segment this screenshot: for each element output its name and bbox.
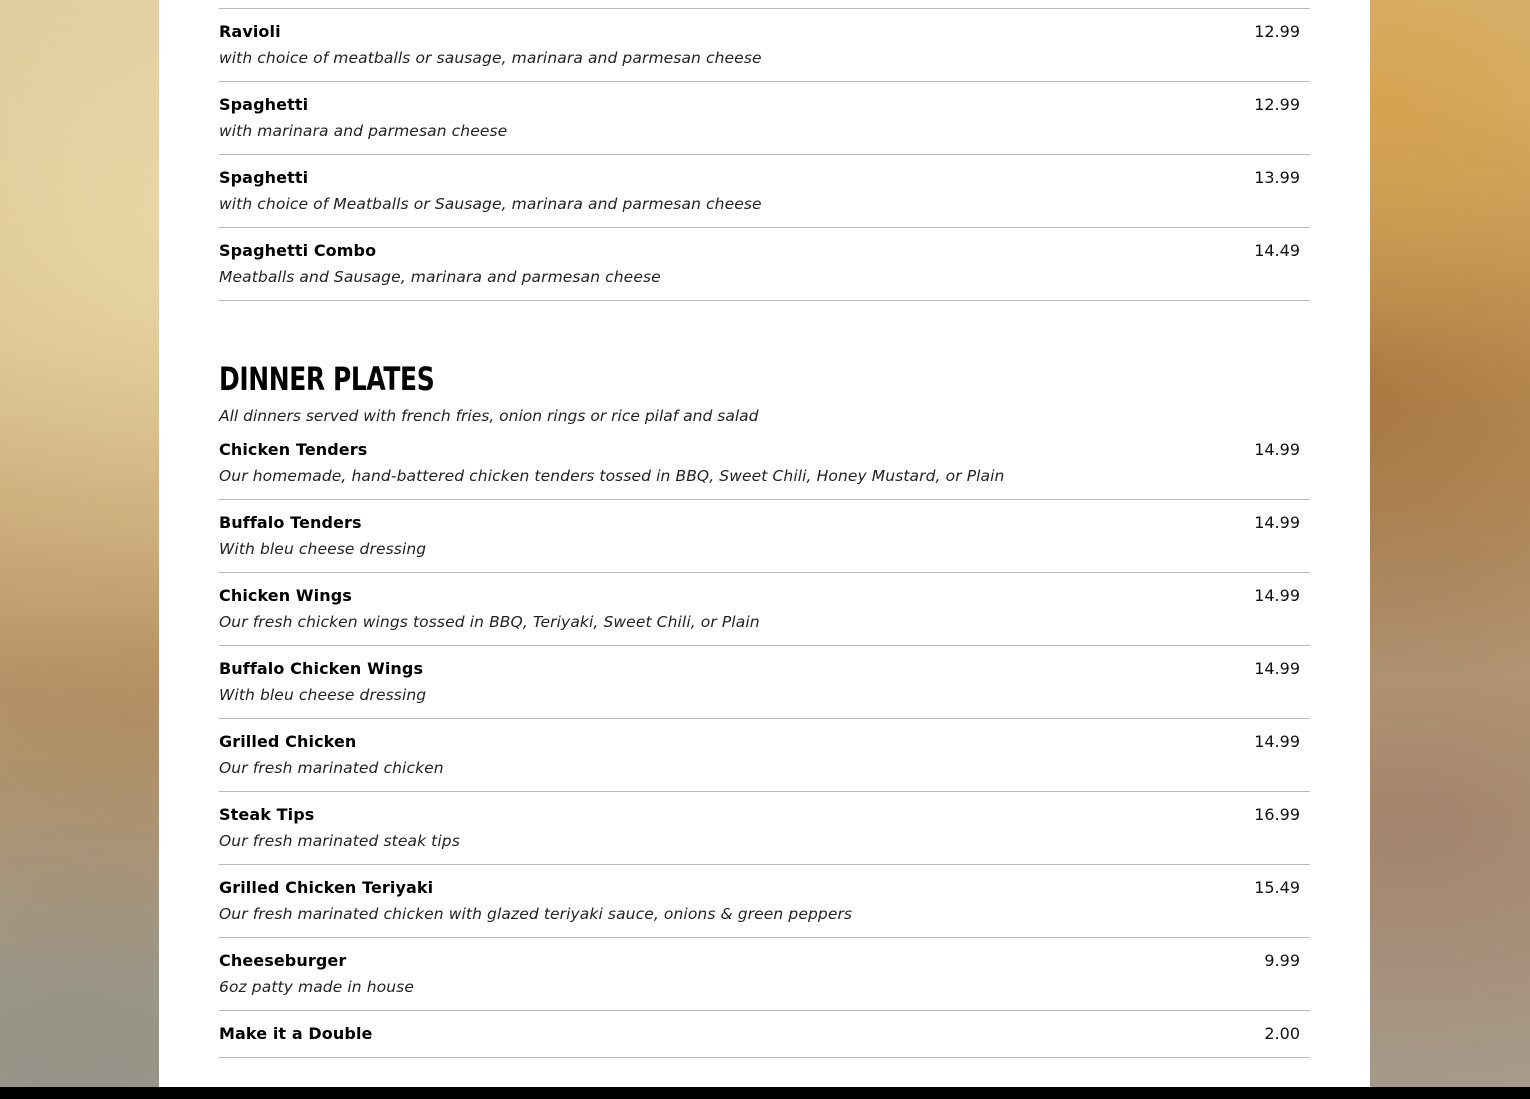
item-description: Our homemade, hand-battered chicken tenders tossed in BBQ, Sweet Chili, Honey Mustard, or Plain [219,467,1005,485]
item-description: With bleu cheese dressing [219,686,427,704]
footer-bar [0,1087,1530,1099]
menu-item [219,573,1310,646]
item-name: Buffalo Chicken Wings [219,659,424,678]
item-price: 14.99 [1254,586,1300,605]
menu-item [219,1011,1310,1058]
item-name: Cheeseburger [219,951,347,970]
menu-item [219,425,1310,500]
item-name: Buffalo Tenders [219,513,362,532]
item-name: Spaghetti [219,168,309,187]
menu-item [219,82,1310,155]
item-description: Our fresh marinated steak tips [219,832,460,850]
item-description: 6oz patty made in house [219,978,414,996]
item-name: Chicken Tenders [219,440,368,459]
item-name: Make it a Double [219,1024,373,1043]
menu-panel [159,0,1370,1087]
menu-item [219,719,1310,792]
menu-item [219,938,1310,1011]
section-note: All dinners served with french fries, onion rings or rice pilaf and salad [219,407,759,425]
menu-content [219,0,1310,1058]
item-description: with choice of meatballs or sausage, marinara and parmesan cheese [219,49,762,67]
item-description: Our fresh marinated chicken [219,759,444,777]
item-name: Grilled Chicken [219,732,357,751]
item-price: 13.99 [1254,168,1300,187]
item-price: 16.99 [1254,805,1300,824]
section-title: DINNER PLATES [219,360,435,398]
menu-item [219,500,1310,573]
item-price: 15.49 [1254,878,1300,897]
menu-item [219,228,1310,301]
item-description: Our fresh chicken wings tossed in BBQ, Teriyaki, Sweet Chili, or Plain [219,613,760,631]
item-price: 14.99 [1254,732,1300,751]
item-price: 2.00 [1264,1024,1300,1043]
item-price: 12.99 [1254,95,1300,114]
pasta-section [219,9,1310,301]
item-price: 14.99 [1254,513,1300,532]
item-price: 14.99 [1254,659,1300,678]
item-description: with choice of Meatballs or Sausage, marinara and parmesan cheese [219,195,762,213]
item-name: Ravioli [219,22,281,41]
section-spacer [219,301,1310,359]
menu-item [219,646,1310,719]
menu-item [219,792,1310,865]
item-name: Grilled Chicken Teriyaki [219,878,434,897]
menu-item [219,9,1310,82]
dinner-plates-section [219,359,1310,1058]
divider [219,0,1310,9]
item-price: 12.99 [1254,22,1300,41]
item-price: 14.49 [1254,241,1300,260]
item-price: 9.99 [1264,951,1300,970]
menu-item [219,865,1310,938]
item-description: With bleu cheese dressing [219,540,427,558]
menu-item [219,155,1310,228]
item-name: Spaghetti Combo [219,241,377,260]
item-name: Spaghetti [219,95,309,114]
item-price: 14.99 [1254,440,1300,459]
item-name: Steak Tips [219,805,315,824]
item-description: Our fresh marinated chicken with glazed teriyaki sauce, onions & green peppers [219,905,853,923]
item-name: Chicken Wings [219,586,352,605]
item-description: Meatballs and Sausage, marinara and parmesan cheese [219,268,661,286]
item-description: with marinara and parmesan cheese [219,122,508,140]
